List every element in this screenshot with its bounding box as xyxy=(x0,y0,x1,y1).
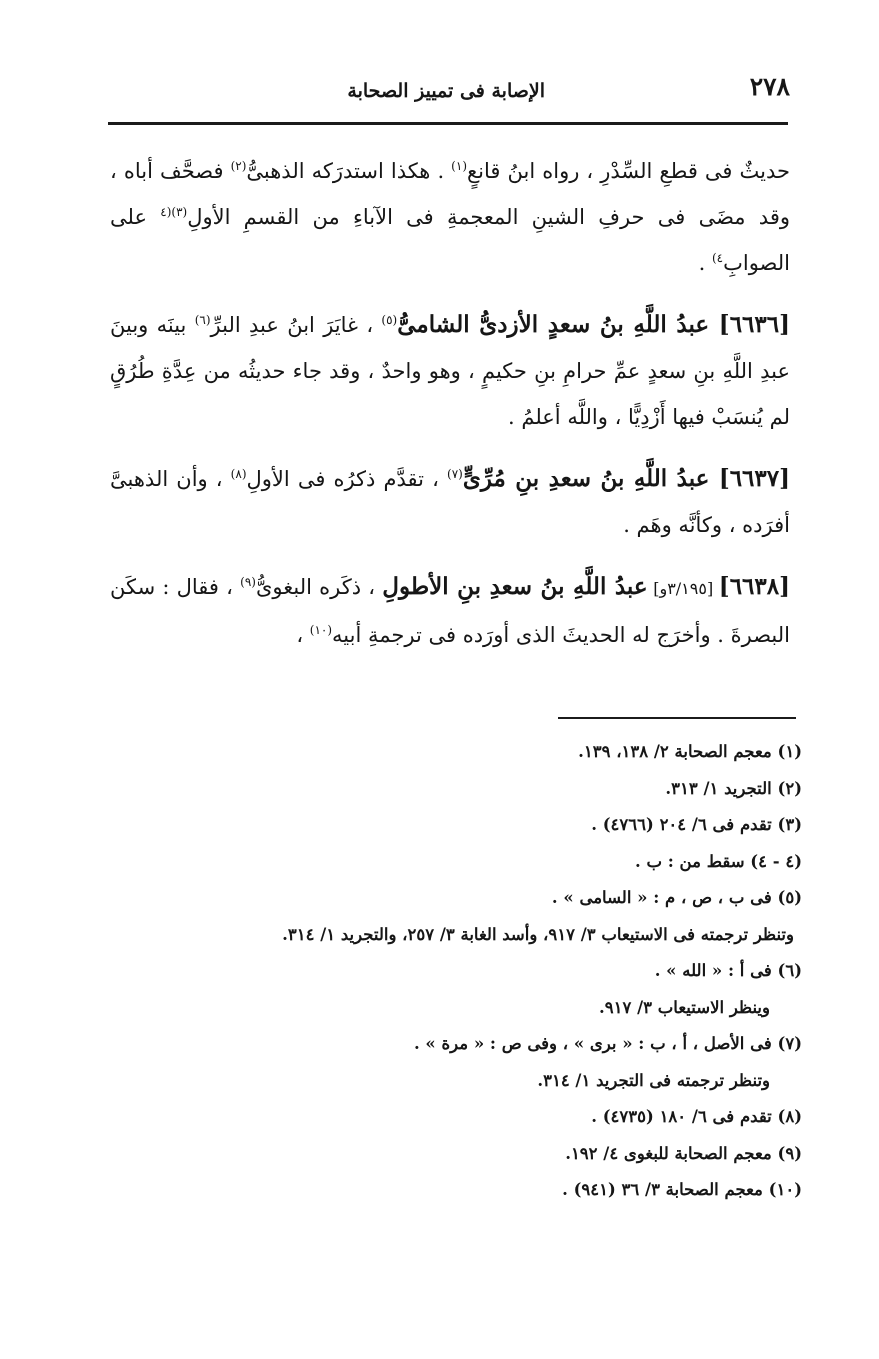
footnote-9: (٩) معجم الصحابة للبغوى ٤/ ١٩٢. xyxy=(565,1143,802,1163)
footnote-marker: (١٠) xyxy=(309,623,333,637)
footnote-marker: (٥) xyxy=(381,313,398,327)
footnote-marker: (٢) xyxy=(230,159,247,173)
footnote-3: (٣) تقدم فى ٦/ ٢٠٤ (٤٧٦٦) . xyxy=(591,815,802,834)
text-run: ، غايَرَ ابنُ عبدِ البرِّ xyxy=(210,313,382,337)
main-text xyxy=(110,148,790,674)
footnote-marker: (٨) xyxy=(230,467,247,481)
page-header xyxy=(108,70,790,114)
text-run: . هكذا استدرَكه الذهبىُّ xyxy=(246,159,452,183)
footnote-6: (٦) فى أ : « الله » . xyxy=(654,961,802,980)
footnote-7: (٧) فى الأصل ، أ ، ب : « برى » ، وفى ص : « مرة » . xyxy=(413,1034,802,1053)
text-run: . xyxy=(698,251,712,275)
text-run: بينَه وبينَ عبدِ اللَّهِ بنِ سعدٍ عمِّ حرامِ بنِ حكيمٍ ، وهو واحدٌ ، وقد جاء حديثُه من عِدَّةِ طُرُقٍ لم يُنسَبْ فيها أَزْدِيًّا ، واللَّه أعلمُ . xyxy=(110,313,790,429)
footnote-marker: (٣)(٤ xyxy=(160,205,188,219)
footnote-10: (١٠) معجم الصحابة ٣/ ٣٦ (٩٤١) . xyxy=(562,1180,802,1199)
volume-page-reference: [٣/١٩٥و] xyxy=(647,579,719,598)
footnote-5-continuation: وتنظر ترجمته فى الاستيعاب ٣/ ٩١٧، وأسد الغابة ٣/ ٢٥٧، والتجريد ١/ ٣١٤. xyxy=(282,924,794,944)
footnotes xyxy=(110,734,802,1209)
entry-name: عبدُ اللَّهِ بنُ سعدِ بنِ الأطولِ xyxy=(382,573,648,600)
text-run: ، xyxy=(296,623,310,647)
text-run: ، فقال : سكَن البصرةَ . وأخرَج له الحديثَ الذى أورَده فى ترجمةِ أبيه xyxy=(110,575,790,647)
footnote-marker: (١) xyxy=(451,159,467,173)
footnote-marker: (٧) xyxy=(447,467,463,481)
entry-number: [٦٦٣٧] xyxy=(718,465,791,492)
footnote-marker: (٩) xyxy=(240,575,256,589)
footnote-8: (٨) تقدم فى ٦/ ١٨٠ (٤٧٣٥) . xyxy=(591,1107,802,1126)
footnote-marker: (٦) xyxy=(194,313,211,327)
entry-6636 xyxy=(110,302,790,440)
text-run: فصحَّف أباه ، وقد مضَى فى حرفِ الشينِ المعجمةِ فى الآباءِ من القسمِ الأولِ xyxy=(110,159,790,229)
entry-name: عبدُ اللَّهِ بنُ سعدٍ الأزدىُّ الشامىُّ xyxy=(397,311,719,338)
entry-name: عبدُ اللَّهِ بنُ سعدِ بنِ مُرِّىٍّ xyxy=(462,465,719,492)
entry-6637 xyxy=(110,456,790,548)
entry-6638 xyxy=(110,564,790,658)
entry-number: [٦٦٣٨] xyxy=(718,573,790,600)
footnote-1: (١) معجم الصحابة ٢/ ١٣٨، ١٣٩. xyxy=(578,742,802,761)
header-rule xyxy=(108,122,788,125)
text-run: ، وأن الذهبىَّ أفرَده ، وكأنَّه وهَم . xyxy=(110,467,790,537)
paragraph-continuation xyxy=(110,148,790,286)
text-run: ، تقدَّم ذكرُه فى الأولِ xyxy=(246,467,447,491)
footnote-rule xyxy=(558,717,796,719)
footnote-2: (٢) التجريد ١/ ٣١٣. xyxy=(665,778,802,798)
footnote-6-continuation: وينظر الاستيعاب ٣/ ٩١٧. xyxy=(599,997,770,1017)
footnote-marker: ٤) xyxy=(711,251,724,265)
text-run: حديثٌ فى قطعِ السِّدْرِ ، رواه ابنُ قانعٍ xyxy=(467,159,790,183)
text-run: ، ذكَره البغوىُّ xyxy=(255,575,383,599)
footnote-4: (٤ - ٤) سقط من : ب . xyxy=(634,851,802,871)
entry-number: [٦٦٣٦] xyxy=(718,311,790,338)
text-run: على الصوابِ xyxy=(110,205,790,275)
footnote-5: (٥) فى ب ، ص ، م : « السامى » . xyxy=(551,888,802,907)
running-title: الإصابة فى تمييز الصحابة xyxy=(347,80,545,102)
footnote-7-continuation: وتنظر ترجمته فى التجريد ١/ ٣١٤. xyxy=(537,1070,770,1090)
page-number: ٢٧٨ xyxy=(749,72,790,101)
